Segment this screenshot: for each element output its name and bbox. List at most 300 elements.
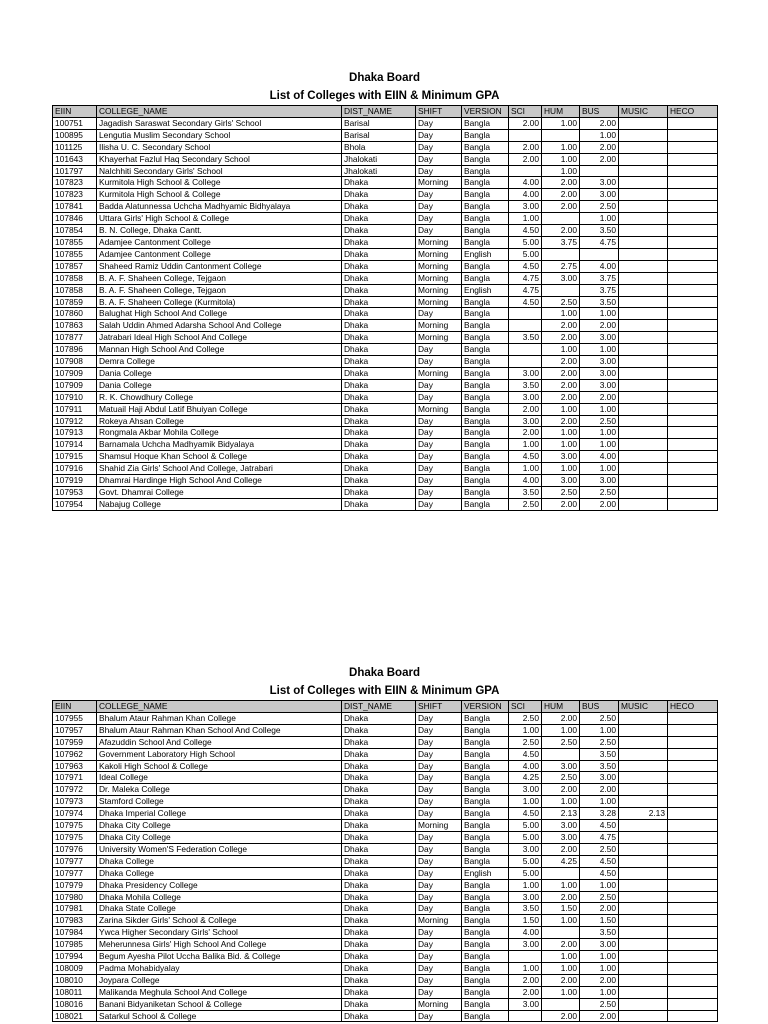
cell-dist-name: Dhaka [342, 356, 416, 368]
cell-dist-name: Dhaka [342, 915, 416, 927]
cell-shift: Morning [416, 284, 462, 296]
cell-eiin: 107957 [53, 724, 97, 736]
cell-eiin: 107979 [53, 879, 97, 891]
cell-eiin: 107976 [53, 843, 97, 855]
cell-music [619, 891, 668, 903]
cell-shift: Day [416, 308, 462, 320]
cell-heco [668, 236, 718, 248]
cell-heco [668, 141, 718, 153]
cell-hum: 1.00 [542, 403, 580, 415]
cell-hum: 2.00 [542, 712, 580, 724]
table-row [53, 296, 718, 308]
cell-hum: 2.50 [542, 296, 580, 308]
cell-college-name: Dhaka City College [97, 820, 342, 832]
cell-hum: 2.00 [542, 891, 580, 903]
cell-hum: 2.50 [542, 772, 580, 784]
cell-hum: 3.00 [542, 831, 580, 843]
cell-sci: 4.50 [509, 808, 542, 820]
cell-college-name: Padma Mohabidyalay [97, 962, 342, 974]
cell-music [619, 308, 668, 320]
cell-shift: Day [416, 712, 462, 724]
cell-version: Bangla [462, 487, 509, 499]
cell-sci: 2.50 [509, 736, 542, 748]
cell-college-name: Nabajug College [97, 498, 342, 510]
cell-eiin: 107916 [53, 463, 97, 475]
cell-music [619, 141, 668, 153]
table-row [53, 748, 718, 760]
table-row [53, 1010, 718, 1022]
cell-hum: 2.75 [542, 260, 580, 272]
cell-dist-name: Dhaka [342, 272, 416, 284]
cell-music [619, 784, 668, 796]
cell-music [619, 403, 668, 415]
cell-eiin: 107983 [53, 915, 97, 927]
cell-hum [542, 998, 580, 1010]
cell-bus: 1.00 [580, 463, 619, 475]
cell-heco [668, 831, 718, 843]
cell-dist-name: Dhaka [342, 951, 416, 963]
cell-eiin: 100895 [53, 129, 97, 141]
cell-dist-name: Dhaka [342, 760, 416, 772]
cell-sci: 3.50 [509, 903, 542, 915]
cell-music [619, 974, 668, 986]
cell-hum: 1.00 [542, 796, 580, 808]
cell-eiin: 108021 [53, 1010, 97, 1022]
cell-dist-name: Dhaka [342, 284, 416, 296]
table-row [53, 927, 718, 939]
cell-sci: 1.50 [509, 915, 542, 927]
cell-dist-name: Dhaka [342, 903, 416, 915]
cell-music [619, 332, 668, 344]
cell-shift: Day [416, 939, 462, 951]
cell-eiin: 107962 [53, 748, 97, 760]
table-row [53, 891, 718, 903]
cell-heco [668, 463, 718, 475]
cell-version: Bangla [462, 141, 509, 153]
cell-college-name: Jatrabari Ideal High School And College [97, 332, 342, 344]
cell-dist-name: Dhaka [342, 808, 416, 820]
table-row [53, 332, 718, 344]
cell-sci [509, 344, 542, 356]
cell-heco [668, 951, 718, 963]
table-row [53, 498, 718, 510]
cell-eiin: 107858 [53, 284, 97, 296]
cell-hum [542, 129, 580, 141]
cell-shift: Day [416, 986, 462, 998]
cell-bus: 1.00 [580, 213, 619, 225]
cell-music [619, 320, 668, 332]
cell-eiin: 108009 [53, 962, 97, 974]
cell-college-name: Mannan High School And College [97, 344, 342, 356]
cell-sci: 1.00 [509, 724, 542, 736]
table-row [53, 153, 718, 165]
cell-heco [668, 784, 718, 796]
cell-version: Bangla [462, 879, 509, 891]
cell-shift: Day [416, 498, 462, 510]
cell-music [619, 831, 668, 843]
cell-hum: 3.75 [542, 236, 580, 248]
cell-sci: 4.50 [509, 225, 542, 237]
cell-version: Bangla [462, 332, 509, 344]
cell-sci: 4.50 [509, 260, 542, 272]
cell-dist-name: Dhaka [342, 748, 416, 760]
cell-hum: 1.00 [542, 427, 580, 439]
cell-heco [668, 415, 718, 427]
column-header-shift: SHIFT [416, 106, 462, 118]
cell-eiin: 107977 [53, 855, 97, 867]
cell-dist-name: Dhaka [342, 189, 416, 201]
cell-music [619, 986, 668, 998]
cell-sci: 5.00 [509, 820, 542, 832]
column-header-music: MUSIC [619, 701, 668, 713]
cell-college-name: Uttara Girls' High School & College [97, 213, 342, 225]
cell-college-name: Nalchhiti Secondary Girls' School [97, 165, 342, 177]
table-row [53, 201, 718, 213]
cell-heco [668, 867, 718, 879]
cell-bus: 1.50 [580, 915, 619, 927]
cell-eiin: 101797 [53, 165, 97, 177]
cell-music [619, 367, 668, 379]
cell-bus: 3.00 [580, 177, 619, 189]
table-row [53, 879, 718, 891]
cell-bus: 2.50 [580, 843, 619, 855]
cell-music [619, 748, 668, 760]
cell-dist-name: Dhaka [342, 201, 416, 213]
cell-bus: 4.00 [580, 260, 619, 272]
cell-hum: 3.00 [542, 451, 580, 463]
cell-heco [668, 498, 718, 510]
cell-bus: 3.00 [580, 379, 619, 391]
column-header-bus: BUS [580, 106, 619, 118]
cell-sci: 3.00 [509, 784, 542, 796]
cell-college-name: Malikanda Meghula School And College [97, 986, 342, 998]
cell-bus: 2.00 [580, 141, 619, 153]
cell-sci: 5.00 [509, 855, 542, 867]
cell-shift: Day [416, 189, 462, 201]
cell-eiin: 107963 [53, 760, 97, 772]
table-row [53, 808, 718, 820]
cell-eiin: 107909 [53, 379, 97, 391]
column-header-hum: HUM [542, 701, 580, 713]
table-row [53, 391, 718, 403]
cell-heco [668, 724, 718, 736]
cell-sci: 4.00 [509, 760, 542, 772]
cell-eiin: 107975 [53, 831, 97, 843]
table-row [53, 855, 718, 867]
cell-college-name: Begum Ayesha Pilot Uccha Balika Bid. & College [97, 951, 342, 963]
table-row [53, 736, 718, 748]
cell-music [619, 998, 668, 1010]
cell-dist-name: Dhaka [342, 974, 416, 986]
table-row [53, 487, 718, 499]
cell-eiin: 107846 [53, 213, 97, 225]
cell-hum: 1.00 [542, 308, 580, 320]
cell-college-name: Dania College [97, 367, 342, 379]
cell-heco [668, 820, 718, 832]
table-row [53, 796, 718, 808]
cell-music [619, 236, 668, 248]
cell-bus: 4.75 [580, 831, 619, 843]
cell-sci: 1.00 [509, 463, 542, 475]
cell-heco [668, 129, 718, 141]
cell-music [619, 248, 668, 260]
cell-heco [668, 332, 718, 344]
cell-shift: Day [416, 451, 462, 463]
cell-hum: 1.00 [542, 141, 580, 153]
cell-eiin: 107913 [53, 427, 97, 439]
cell-shift: Day [416, 962, 462, 974]
cell-heco [668, 915, 718, 927]
column-header-shift: SHIFT [416, 701, 462, 713]
cell-college-name: Badda Alatunnessa Uchcha Madhyamic Bidhyalaya [97, 201, 342, 213]
cell-sci: 4.00 [509, 927, 542, 939]
cell-dist-name: Bhola [342, 141, 416, 153]
cell-bus: 1.00 [580, 427, 619, 439]
column-header-sci: SCI [509, 106, 542, 118]
cell-bus: 3.50 [580, 760, 619, 772]
cell-dist-name: Dhaka [342, 487, 416, 499]
cell-hum: 2.00 [542, 843, 580, 855]
cell-bus: 1.00 [580, 951, 619, 963]
table-row [53, 867, 718, 879]
cell-hum: 2.00 [542, 332, 580, 344]
cell-shift: Day [416, 391, 462, 403]
table-row [53, 379, 718, 391]
cell-version: English [462, 867, 509, 879]
cell-sci: 5.00 [509, 236, 542, 248]
cell-hum: 2.00 [542, 939, 580, 951]
cell-shift: Day [416, 927, 462, 939]
cell-eiin: 107911 [53, 403, 97, 415]
table-row [53, 225, 718, 237]
cell-version: Bangla [462, 439, 509, 451]
cell-dist-name: Dhaka [342, 879, 416, 891]
cell-sci: 3.00 [509, 415, 542, 427]
cell-music [619, 177, 668, 189]
cell-dist-name: Jhalokati [342, 153, 416, 165]
cell-hum: 2.00 [542, 784, 580, 796]
cell-hum [542, 867, 580, 879]
cell-bus: 1.00 [580, 344, 619, 356]
table-row [53, 439, 718, 451]
column-header-college-name: COLLEGE_NAME [97, 701, 342, 713]
cell-eiin: 107877 [53, 332, 97, 344]
cell-hum: 1.00 [542, 165, 580, 177]
cell-version: Bangla [462, 855, 509, 867]
cell-music [619, 951, 668, 963]
cell-shift: Day [416, 879, 462, 891]
cell-sci: 3.00 [509, 843, 542, 855]
cell-version: Bangla [462, 344, 509, 356]
cell-dist-name: Dhaka [342, 784, 416, 796]
cell-hum [542, 748, 580, 760]
cell-music [619, 260, 668, 272]
column-header-dist-name: DIST_NAME [342, 701, 416, 713]
cell-version: Bangla [462, 724, 509, 736]
cell-bus: 3.00 [580, 332, 619, 344]
cell-sci: 1.00 [509, 879, 542, 891]
cell-music [619, 284, 668, 296]
cell-hum: 2.00 [542, 320, 580, 332]
table-row [53, 974, 718, 986]
cell-eiin: 108011 [53, 986, 97, 998]
cell-bus: 3.00 [580, 939, 619, 951]
cell-shift: Day [416, 760, 462, 772]
table-row [53, 308, 718, 320]
cell-version: Bangla [462, 236, 509, 248]
cell-college-name: Ideal College [97, 772, 342, 784]
cell-music [619, 475, 668, 487]
cell-sci: 2.00 [509, 153, 542, 165]
cell-music [619, 712, 668, 724]
cell-heco [668, 427, 718, 439]
cell-eiin: 107971 [53, 772, 97, 784]
cell-bus: 3.00 [580, 356, 619, 368]
table-row [53, 831, 718, 843]
cell-eiin: 108016 [53, 998, 97, 1010]
cell-shift: Day [416, 213, 462, 225]
cell-bus: 4.50 [580, 855, 619, 867]
cell-college-name: Bhalum Ataur Rahman Khan College [97, 712, 342, 724]
cell-sci: 4.50 [509, 296, 542, 308]
cell-dist-name: Dhaka [342, 379, 416, 391]
cell-bus: 3.75 [580, 272, 619, 284]
cell-heco [668, 320, 718, 332]
cell-sci [509, 320, 542, 332]
cell-shift: Day [416, 129, 462, 141]
cell-version: Bangla [462, 962, 509, 974]
cell-shift: Day [416, 831, 462, 843]
cell-bus: 4.50 [580, 820, 619, 832]
cell-version: Bangla [462, 403, 509, 415]
cell-sci: 2.00 [509, 141, 542, 153]
column-header-college-name: COLLEGE_NAME [97, 106, 342, 118]
cell-bus: 1.00 [580, 796, 619, 808]
cell-music [619, 796, 668, 808]
cell-heco [668, 855, 718, 867]
cell-shift: Day [416, 117, 462, 129]
cell-version: Bangla [462, 712, 509, 724]
cell-music [619, 415, 668, 427]
table-row [53, 236, 718, 248]
cell-hum: 2.00 [542, 356, 580, 368]
table-row [53, 260, 718, 272]
cell-heco [668, 748, 718, 760]
cell-hum: 3.00 [542, 475, 580, 487]
cell-hum: 1.00 [542, 986, 580, 998]
cell-version: English [462, 284, 509, 296]
cell-heco [668, 225, 718, 237]
cell-heco [668, 153, 718, 165]
cell-version: Bangla [462, 391, 509, 403]
cell-dist-name: Dhaka [342, 451, 416, 463]
cell-dist-name: Dhaka [342, 332, 416, 344]
cell-college-name: Salah Uddin Ahmed Adarsha School And College [97, 320, 342, 332]
cell-music [619, 939, 668, 951]
cell-hum: 1.00 [542, 962, 580, 974]
cell-eiin: 107973 [53, 796, 97, 808]
column-header-sci: SCI [509, 701, 542, 713]
cell-college-name: Govt. Dhamrai College [97, 487, 342, 499]
cell-college-name: Dhaka College [97, 855, 342, 867]
cell-sci: 3.00 [509, 367, 542, 379]
cell-sci: 4.25 [509, 772, 542, 784]
list-subtitle: List of Colleges with EIIN & Minimum GPA [269, 685, 500, 697]
cell-version: Bangla [462, 760, 509, 772]
column-header-dist-name: DIST_NAME [342, 106, 416, 118]
cell-hum: 4.25 [542, 855, 580, 867]
cell-eiin: 107858 [53, 272, 97, 284]
cell-college-name: Dhaka Presidency College [97, 879, 342, 891]
cell-sci: 2.00 [509, 403, 542, 415]
cell-sci [509, 1010, 542, 1022]
cell-bus: 2.50 [580, 201, 619, 213]
cell-shift: Day [416, 415, 462, 427]
cell-version: Bangla [462, 451, 509, 463]
cell-dist-name: Dhaka [342, 724, 416, 736]
cell-dist-name: Dhaka [342, 796, 416, 808]
cell-hum: 1.00 [542, 724, 580, 736]
table-row [53, 463, 718, 475]
cell-sci: 2.50 [509, 712, 542, 724]
cell-heco [668, 177, 718, 189]
cell-music [619, 189, 668, 201]
cell-bus: 2.00 [580, 498, 619, 510]
cell-shift: Morning [416, 272, 462, 284]
cell-college-name: B. A. F. Shaheen College, Tejgaon [97, 284, 342, 296]
cell-college-name: Dr. Maleka College [97, 784, 342, 796]
table-row [53, 843, 718, 855]
cell-eiin: 107857 [53, 260, 97, 272]
cell-hum: 1.00 [542, 153, 580, 165]
cell-shift: Day [416, 772, 462, 784]
table-row [53, 367, 718, 379]
cell-bus: 2.00 [580, 1010, 619, 1022]
cell-shift: Day [416, 1010, 462, 1022]
table-row [53, 415, 718, 427]
cell-version: Bangla [462, 784, 509, 796]
cell-version: Bangla [462, 225, 509, 237]
header-row [53, 106, 718, 118]
cell-music [619, 1010, 668, 1022]
cell-version: Bangla [462, 427, 509, 439]
cell-sci: 1.00 [509, 439, 542, 451]
table-row [53, 272, 718, 284]
cell-heco [668, 475, 718, 487]
cell-eiin: 107823 [53, 189, 97, 201]
cell-heco [668, 736, 718, 748]
cell-bus: 3.50 [580, 748, 619, 760]
table-row [53, 962, 718, 974]
cell-bus: 1.00 [580, 403, 619, 415]
cell-music [619, 760, 668, 772]
cell-college-name: Dhaka State College [97, 903, 342, 915]
cell-hum [542, 213, 580, 225]
cell-bus: 2.00 [580, 153, 619, 165]
cell-bus: 4.50 [580, 867, 619, 879]
cell-bus: 1.00 [580, 879, 619, 891]
cell-dist-name: Dhaka [342, 867, 416, 879]
cell-shift: Day [416, 748, 462, 760]
cell-eiin: 107977 [53, 867, 97, 879]
cell-sci: 5.00 [509, 867, 542, 879]
cell-heco [668, 308, 718, 320]
cell-music [619, 379, 668, 391]
cell-college-name: Dhaka Mohila College [97, 891, 342, 903]
cell-music [619, 344, 668, 356]
cell-bus: 2.50 [580, 998, 619, 1010]
cell-shift: Day [416, 855, 462, 867]
